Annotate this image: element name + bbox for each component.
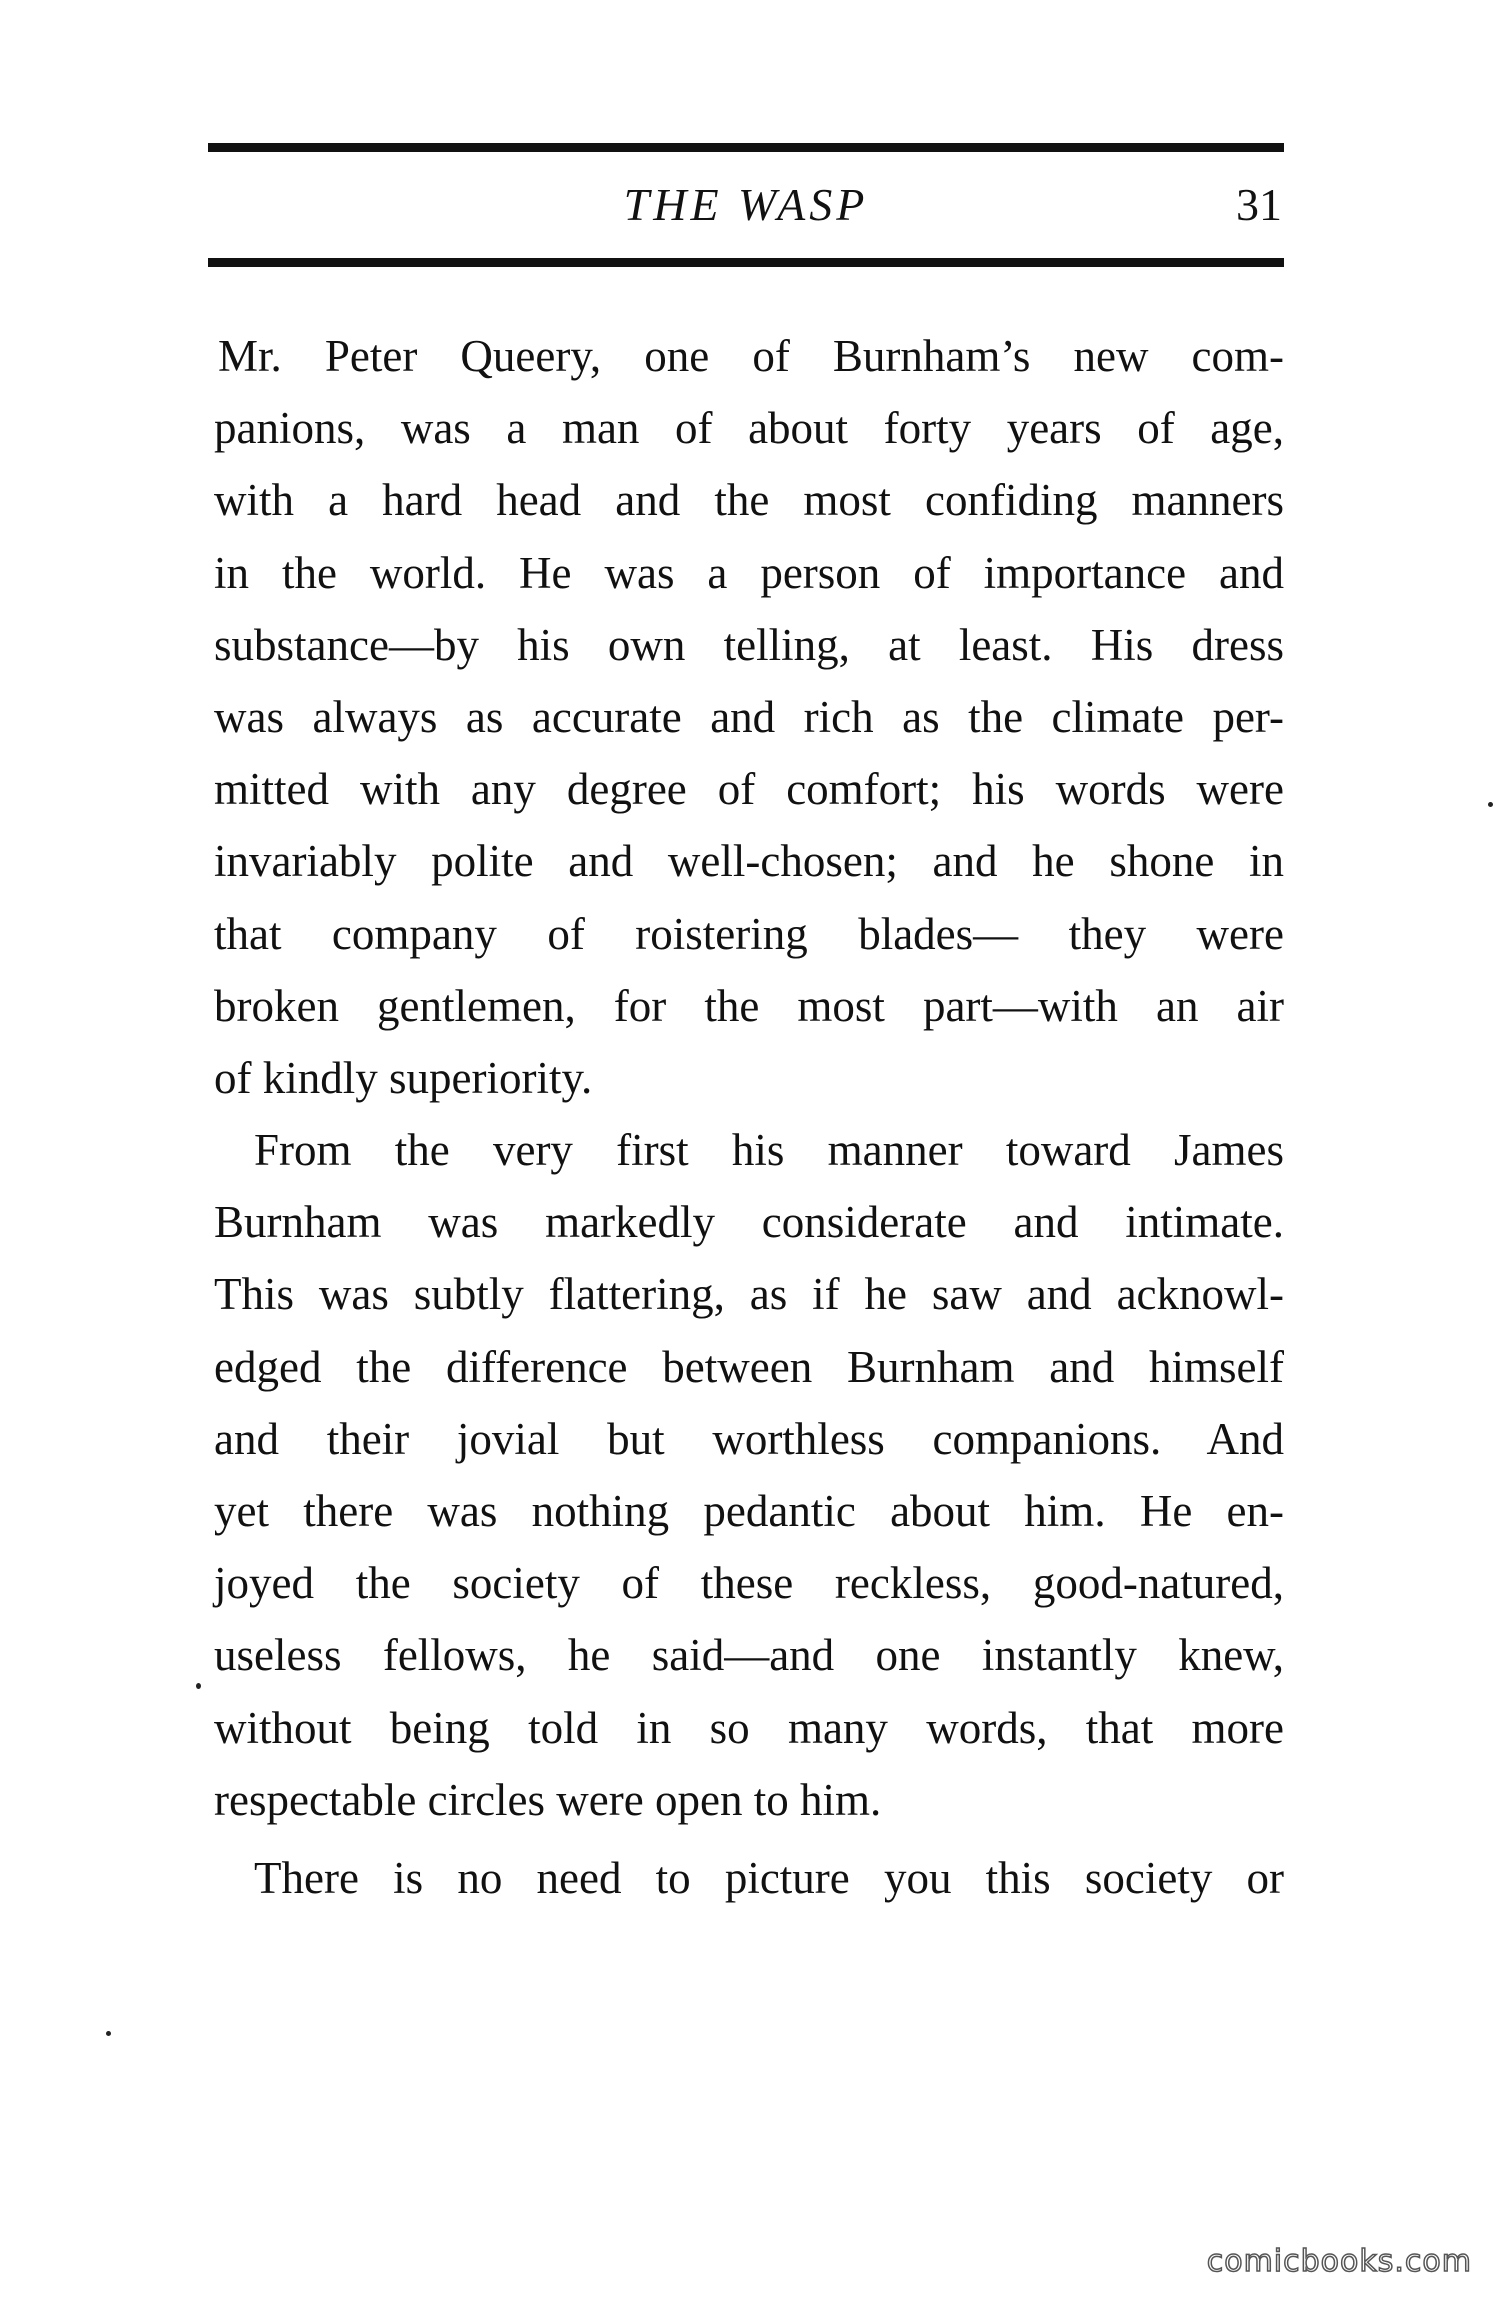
text-line: mitted with any degree of comfort; his words were <box>214 764 1284 815</box>
running-title: THE WASP <box>623 179 869 230</box>
text-line: From the very first his manner toward James <box>254 1125 1284 1176</box>
ink-speck <box>196 1683 201 1689</box>
page-number: 31 <box>1236 179 1282 230</box>
text-line: with a hard head and the most confiding manners <box>214 475 1284 526</box>
text-line: invariably polite and well-chosen; and he shone in <box>214 836 1284 887</box>
paragraph-1 <box>214 320 1284 1114</box>
ink-speck <box>106 2031 111 2036</box>
header-rule-bottom <box>208 258 1284 267</box>
text-line: and their jovial but worthless companions. And <box>214 1413 1284 1464</box>
text-line: panions, was a man of about forty years of age, <box>214 403 1284 454</box>
text-line: edged the difference between Burnham and himself <box>214 1341 1284 1392</box>
running-head <box>208 170 1284 240</box>
header-rule-top <box>208 143 1284 152</box>
text-line: of kindly superiority. <box>214 1052 593 1103</box>
text-line: substance—by his own telling, at least. His dress <box>214 619 1284 670</box>
text-line: Mr. Peter Queery, one of Burnham’s new com- <box>218 331 1284 381</box>
text-line: was always as accurate and rich as the climate per- <box>214 691 1284 742</box>
text-line: joyed the society of these reckless, good-natured, <box>214 1558 1284 1609</box>
text-line: respectable circles were open to him. <box>214 1774 882 1825</box>
body-text <box>214 320 1284 1914</box>
text-line: in the world. He was a person of importance and <box>214 547 1284 598</box>
text-line: yet there was nothing pedantic about him. He en- <box>214 1486 1284 1536</box>
paragraph-3 <box>214 1842 1284 1914</box>
text-line: without being told in so many words, that more <box>214 1702 1284 1753</box>
ink-speck <box>1488 802 1493 807</box>
paragraph-2 <box>214 1114 1284 1836</box>
text-line: Burnham was markedly considerate and intimate. <box>214 1197 1284 1248</box>
text-line: that company of roistering blades— they were <box>214 908 1284 959</box>
text-line: useless fellows, he said—and one instantly knew, <box>214 1630 1284 1681</box>
text-line: This was subtly flattering, as if he saw and acknowl- <box>214 1269 1284 1320</box>
text-line: There is no need to picture you this society or <box>254 1852 1284 1903</box>
text-line: broken gentlemen, for the most part—with an air <box>214 980 1284 1031</box>
watermark-logo: comicbooks.com <box>1206 2244 1472 2279</box>
